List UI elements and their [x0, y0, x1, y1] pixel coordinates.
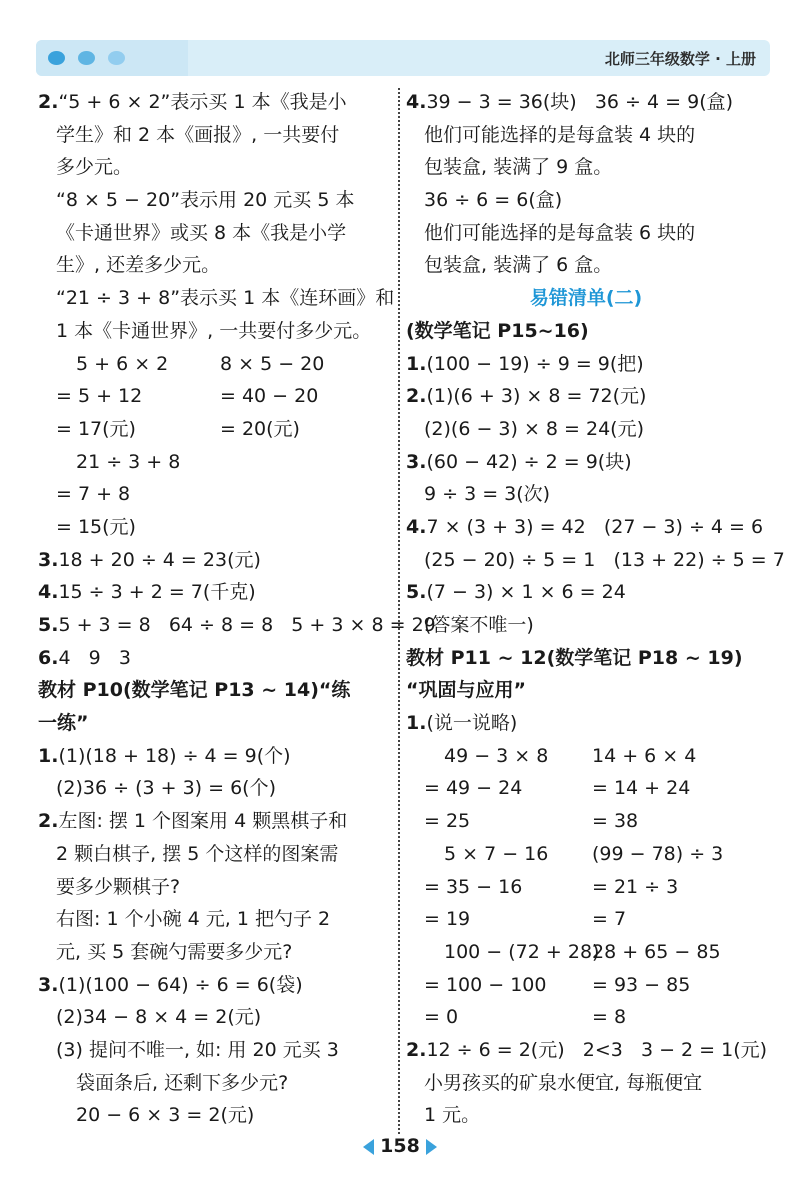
line-text: 教材 P10(数学笔记 P13 ~ 14)“练: [38, 679, 351, 702]
line-text: (1)(18 + 18) ÷ 4 = 9(个): [58, 744, 291, 767]
answer-line: [406, 772, 766, 805]
header-dot-icon: [108, 51, 125, 65]
line-text: “5 + 6 × 2”表示买 1 本《我是小: [58, 91, 347, 113]
answer-line: [38, 380, 390, 413]
line-text: 包装盒, 装满了 6 盒。: [424, 254, 613, 277]
answer-line: [38, 674, 390, 707]
line-text: (100 − 19) ÷ 9 = 9(把): [426, 352, 644, 375]
line-text: 4 9 3: [58, 646, 131, 669]
answer-line: [38, 1099, 390, 1132]
answer-line: [38, 740, 390, 773]
answer-line: [406, 478, 766, 511]
header-title: 北师三年级数学 · 上册: [604, 50, 756, 68]
line-text: (说一说略): [426, 712, 518, 735]
line-text: 生》, 还差多少元。: [56, 254, 221, 277]
answer-line: [38, 707, 390, 740]
calc-right: (99 − 78) ÷ 3: [592, 842, 724, 865]
answer-line: [406, 936, 766, 969]
line-text: (25 − 20) ÷ 5 = 1 (13 + 22) ÷ 5 = 7: [424, 548, 785, 571]
question-number: 3.: [38, 548, 59, 571]
answer-line: [406, 576, 766, 609]
calc-left: = 25: [424, 810, 471, 833]
answer-line: [406, 838, 766, 871]
answer-line: [38, 936, 390, 969]
answer-line: [38, 315, 390, 348]
page-number: 158: [380, 1135, 420, 1157]
answer-line: [406, 609, 766, 642]
answer-line: [406, 642, 766, 675]
answer-line: [38, 903, 390, 936]
answer-line: [406, 969, 766, 1002]
answer-line: [406, 1067, 766, 1100]
line-text: 他们可能选择的是每盒装 4 块的: [424, 123, 696, 146]
answer-line: [38, 805, 390, 838]
line-text: 12 ÷ 6 = 2(元) 2<3 3 − 2 = 1(元): [426, 1038, 768, 1061]
calc-left: 5 × 7 − 16: [444, 842, 549, 865]
line-text: 要多少颗棋子?: [56, 875, 181, 898]
right-column: [406, 86, 785, 1132]
calc-right: = 14 + 24: [592, 777, 691, 800]
answer-line: [38, 871, 390, 904]
answer-line: [38, 282, 395, 315]
answer-line: [38, 1067, 390, 1100]
answer-line: [406, 1034, 766, 1067]
line-text: 元, 买 5 套碗勺需要多少元?: [56, 940, 293, 963]
line-text: (2)(6 − 3) × 8 = 24(元): [424, 417, 645, 440]
line-text: 36 ÷ 6 = 6(盒): [424, 189, 563, 212]
answer-line: [406, 446, 766, 479]
line-text: 左图: 摆 1 个图案用 4 颗黑棋子和: [58, 810, 348, 833]
answer-line: [406, 119, 766, 152]
line-text: 9 ÷ 3 = 3(次): [424, 483, 551, 506]
calc-right: = 93 − 85: [592, 973, 691, 996]
column-divider: [398, 88, 400, 1134]
line-text: 右图: 1 个小碗 4 元, 1 把勺子 2: [56, 908, 331, 931]
line-text: 多少元。: [56, 156, 133, 179]
answer-line: [38, 184, 390, 217]
answer-line: [38, 609, 436, 642]
line-text: 1 本《卡通世界》, 一共要付多少元。: [56, 319, 372, 342]
line-text: 包装盒, 装满了 9 盒。: [424, 156, 613, 179]
answer-line: [38, 413, 390, 446]
calc-left: = 49 − 24: [424, 777, 523, 800]
answer-line: [38, 86, 390, 119]
question-number: 4.: [406, 515, 427, 538]
answer-line: [38, 576, 390, 609]
answer-line: [406, 315, 766, 348]
line-text: 5 + 3 = 8 64 ÷ 8 = 8 5 + 3 × 8 = 29: [58, 614, 436, 636]
answer-line: [38, 838, 390, 871]
answer-line: [38, 642, 390, 675]
line-text: (3) 提问不唯一, 如: 用 20 元买 3: [56, 1038, 339, 1061]
line-text: (数学笔记 P15~16): [406, 319, 589, 342]
line-text: 39 − 3 = 36(块) 36 ÷ 4 = 9(盒): [426, 91, 734, 113]
answer-line: [38, 969, 390, 1002]
answer-line: [406, 151, 766, 184]
answer-line: [38, 1001, 390, 1034]
answer-line: [406, 740, 766, 773]
answer-line: [406, 86, 766, 119]
line-text: “8 × 5 − 20”表示用 20 元买 5 本: [56, 189, 355, 212]
line-text: = 15(元): [56, 515, 136, 538]
line-text: (1)(100 − 64) ÷ 6 = 6(袋): [58, 973, 303, 996]
line-text: (答案不唯一): [424, 614, 534, 636]
answer-line: [406, 511, 766, 544]
calc-left: = 35 − 16: [424, 875, 523, 898]
answer-line: [406, 348, 766, 381]
line-text: “21 ÷ 3 + 8”表示买 1 本《连环画》和: [56, 287, 395, 310]
page-footer: [0, 1135, 800, 1165]
header-dot-icon: [48, 51, 65, 65]
calc-left: = 100 − 100: [424, 973, 547, 996]
calc-left: = 0: [424, 1006, 459, 1029]
answer-line: [406, 413, 766, 446]
answer-line: [406, 282, 766, 315]
question-number: 4.: [406, 91, 427, 113]
answer-line: [406, 217, 766, 250]
calc-left: = 19: [424, 908, 471, 931]
answer-line: [38, 1034, 390, 1067]
line-text: (60 − 42) ÷ 2 = 9(块): [426, 450, 632, 473]
calc-right: 8 × 5 − 20: [220, 352, 325, 375]
answer-line: [406, 707, 766, 740]
question-number: 2.: [406, 385, 427, 408]
answer-line: [38, 249, 390, 282]
answer-line: [406, 871, 766, 904]
calc-left: 49 − 3 × 8: [444, 744, 549, 767]
line-text: 袋面条后, 还剩下多少元?: [76, 1071, 289, 1094]
answer-line: [406, 903, 766, 936]
calc-right: 28 + 65 − 85: [592, 940, 721, 963]
line-text: 教材 P11 ~ 12(数学笔记 P18 ~ 19): [406, 646, 743, 669]
calc-right: = 20(元): [220, 417, 300, 440]
next-page-icon: [426, 1139, 437, 1155]
line-text: 21 ÷ 3 + 8: [76, 450, 181, 473]
line-text: (2)36 ÷ (3 + 3) = 6(个): [56, 777, 277, 800]
answer-line: [38, 217, 390, 250]
answer-line: [406, 380, 766, 413]
calc-right: = 7: [592, 908, 627, 931]
calc-right: = 8: [592, 1006, 627, 1029]
line-text: 18 + 20 ÷ 4 = 23(元): [58, 548, 261, 571]
answer-line: [406, 249, 766, 282]
question-number: 4.: [38, 581, 59, 604]
section-title: 易错清单(二): [529, 287, 643, 310]
calc-right: = 40 − 20: [220, 385, 319, 408]
question-number: 1.: [406, 352, 427, 375]
answer-line: [38, 119, 390, 152]
answer-line: [38, 511, 390, 544]
question-number: 2.: [406, 1038, 427, 1061]
calc-left: = 5 + 12: [56, 385, 143, 408]
header-bar: [36, 40, 770, 76]
question-number: 2.: [38, 810, 59, 833]
calc-left: 100 − (72 + 28): [444, 940, 600, 963]
question-number: 3.: [38, 973, 59, 996]
calc-left: 5 + 6 × 2: [76, 352, 169, 375]
line-text: 《卡通世界》或买 8 本《我是小学: [56, 221, 347, 244]
line-text: 学生》和 2 本《画报》, 一共要付: [56, 123, 340, 146]
line-text: 1 元。: [424, 1104, 481, 1127]
prev-page-icon: [363, 1139, 374, 1155]
question-number: 2.: [38, 91, 59, 113]
calc-right: 14 + 6 × 4: [592, 744, 697, 767]
calc-right: = 38: [592, 810, 639, 833]
line-text: (1)(6 + 3) × 8 = 72(元): [426, 385, 647, 408]
answer-line: [38, 348, 390, 381]
answer-line: [406, 544, 785, 577]
line-text: 一练”: [38, 712, 89, 735]
answer-line: [38, 544, 390, 577]
answer-line: [406, 184, 766, 217]
line-text: 他们可能选择的是每盒装 6 块的: [424, 221, 696, 244]
question-number: 3.: [406, 450, 427, 473]
question-number: 6.: [38, 646, 59, 669]
calc-left: = 17(元): [56, 417, 136, 440]
answer-line: [38, 772, 390, 805]
answer-line: [406, 1001, 766, 1034]
line-text: 20 − 6 × 3 = 2(元): [76, 1104, 255, 1127]
question-number: 1.: [406, 712, 427, 735]
line-text: 2 颗白棋子, 摆 5 个这样的图案需: [56, 842, 339, 865]
question-number: 5.: [406, 581, 427, 604]
question-number: 1.: [38, 744, 59, 767]
line-text: (2)34 − 8 × 4 = 2(元): [56, 1006, 262, 1029]
answer-line: [406, 805, 766, 838]
line-text: 15 ÷ 3 + 2 = 7(千克): [58, 581, 256, 604]
line-text: 小男孩买的矿泉水便宜, 每瓶便宜: [424, 1071, 703, 1094]
answer-line: [406, 1099, 766, 1132]
line-text: “巩固与应用”: [406, 679, 526, 702]
line-text: (7 − 3) × 1 × 6 = 24: [426, 581, 626, 604]
answer-line: [38, 151, 390, 184]
line-text: 7 × (3 + 3) = 42 (27 − 3) ÷ 4 = 6: [426, 515, 764, 538]
header-dot-icon: [78, 51, 95, 65]
calc-right: = 21 ÷ 3: [592, 875, 679, 898]
line-text: = 7 + 8: [56, 483, 131, 506]
left-column: [38, 86, 436, 1132]
answer-line: [38, 446, 390, 479]
question-number: 5.: [38, 614, 59, 636]
answer-line: [38, 478, 390, 511]
answer-line: [406, 674, 766, 707]
